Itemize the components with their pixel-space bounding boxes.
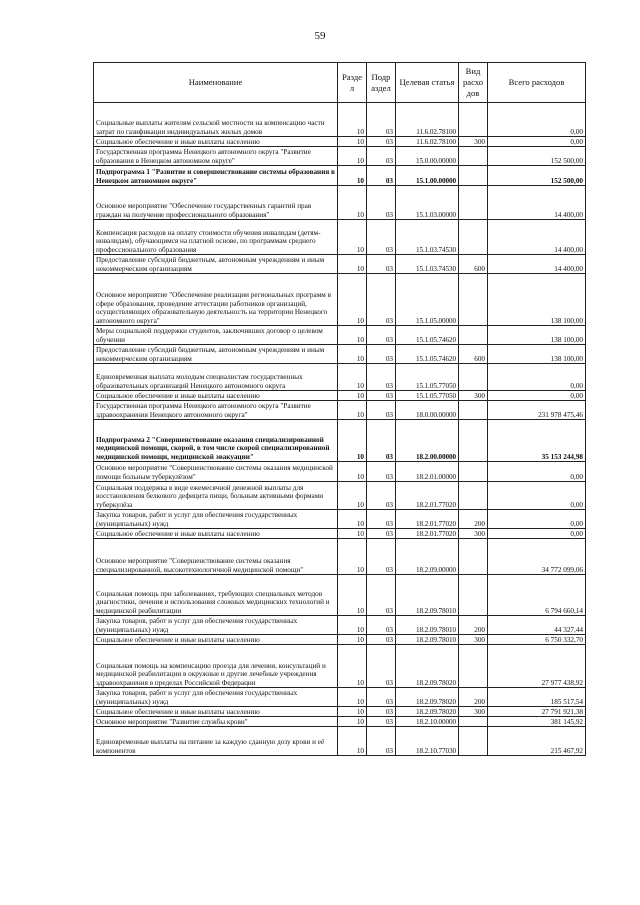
row-podrazdel-cell: 03: [367, 186, 396, 220]
row-vid-cell: [459, 645, 488, 688]
row-podrazdel-cell: 03: [367, 103, 396, 137]
row-name-cell: Социальное обеспечение и иные выплаты населению: [94, 635, 338, 645]
row-razdel-cell: 10: [338, 326, 367, 345]
row-target-cell: 18.2.09.78020: [396, 645, 459, 688]
row-razdel-cell: 10: [338, 137, 367, 147]
row-podrazdel-cell: 03: [367, 364, 396, 391]
row-name-cell: Единовременные выплаты на питание за каждую сданную дозу крови и её компонентов: [94, 727, 338, 756]
row-amount-cell: 185 517,54: [488, 688, 586, 707]
row-vid-cell: 300: [459, 391, 488, 401]
row-amount-cell: 231 978 475,46: [488, 401, 586, 420]
row-razdel-cell: 10: [338, 147, 367, 166]
row-podrazdel-cell: 03: [367, 391, 396, 401]
row-amount-cell: 0,00: [488, 462, 586, 482]
row-amount-cell: 6 794 660,14: [488, 575, 586, 616]
row-target-cell: 18.2.09.78020: [396, 688, 459, 707]
row-podrazdel-cell: 03: [367, 717, 396, 727]
row-amount-cell: 14 400,00: [488, 220, 586, 255]
row-vid-cell: 200: [459, 510, 488, 529]
row-razdel-cell: 10: [338, 364, 367, 391]
row-razdel-cell: 10: [338, 220, 367, 255]
row-name-cell: Меры социальной поддержки студентов, заключивших договор о целевом обучении: [94, 326, 338, 345]
row-amount-cell: 35 153 244,98: [488, 420, 586, 462]
row-podrazdel-cell: 03: [367, 220, 396, 255]
table-row: [94, 345, 586, 364]
row-vid-cell: [459, 364, 488, 391]
row-target-cell: 18.2.09.78010: [396, 575, 459, 616]
row-amount-cell: 138 100,00: [488, 326, 586, 345]
row-target-cell: 18.2.09.00000: [396, 539, 459, 575]
budget-table: [93, 62, 586, 756]
row-amount-cell: 381 145,92: [488, 717, 586, 727]
table-row: [94, 391, 586, 401]
row-name-cell: Социальная помощь на компенсацию проезда для лечения, консультаций и медицинской реабилитации в окружные и другие лечебные учреждения здравоохранения в пределах Российской Федерации: [94, 645, 338, 688]
table-row: [94, 529, 586, 539]
row-name-cell: Социальные выплаты жителям сельской местности на компенсацию части затрат по газификации индивидуальных жилых домов: [94, 103, 338, 137]
table-header-row: [94, 63, 586, 103]
row-amount-cell: 44 327,44: [488, 616, 586, 635]
table-row: [94, 147, 586, 166]
row-amount-cell: 152 500,00: [488, 166, 586, 186]
row-razdel-cell: 10: [338, 727, 367, 756]
row-name-cell: Социальная помощь при заболеваниях, требующих специальных методов диагностики, лечения и использования сложных медицинских технологий и медицинской реабилитации: [94, 575, 338, 616]
row-amount-cell: 27 977 438,92: [488, 645, 586, 688]
table-row: [94, 616, 586, 635]
table-row: [94, 274, 586, 326]
row-podrazdel-cell: 03: [367, 147, 396, 166]
row-target-cell: 18.2.10.77030: [396, 727, 459, 756]
row-amount-cell: 14 400,00: [488, 255, 586, 274]
row-amount-cell: 138 100,00: [488, 345, 586, 364]
row-name-cell: Единовременная выплата молодым специалистам государственных образовательных организаций Ненецкого автономного округа: [94, 364, 338, 391]
row-target-cell: 11.6.02.78100: [396, 137, 459, 147]
row-razdel-cell: 10: [338, 274, 367, 326]
row-name-cell: Компенсация расходов на оплату стоимости обучения инвалидам (детям-инвалидам), обучающимся на платной основе, по программам среднего профессионального образования: [94, 220, 338, 255]
row-name-cell: Закупка товаров, работ и услуг для обеспечения государственных (муниципальных) нужд: [94, 616, 338, 635]
row-razdel-cell: 10: [338, 645, 367, 688]
row-name-cell: Социальная поддержка в виде ежемесячной денежной выплаты для восстановления белкового дефицита пищи, больным активными формами туберкулёза: [94, 482, 338, 510]
row-amount-cell: 0,00: [488, 137, 586, 147]
row-podrazdel-cell: 03: [367, 645, 396, 688]
row-target-cell: 15.1.03.74530: [396, 220, 459, 255]
row-razdel-cell: 10: [338, 707, 367, 717]
row-razdel-cell: 10: [338, 616, 367, 635]
row-name-cell: Предоставление субсидий бюджетным, автономным учреждениям и иным некоммерческим организациям: [94, 345, 338, 364]
row-vid-cell: 600: [459, 345, 488, 364]
row-razdel-cell: 10: [338, 391, 367, 401]
row-razdel-cell: 10: [338, 529, 367, 539]
row-name-cell: Социальное обеспечение и иные выплаты населению: [94, 707, 338, 717]
row-amount-cell: 0,00: [488, 529, 586, 539]
table-row: [94, 364, 586, 391]
row-podrazdel-cell: 03: [367, 462, 396, 482]
row-target-cell: 15.1.05.77050: [396, 391, 459, 401]
row-target-cell: 15.1.05.00000: [396, 274, 459, 326]
row-vid-cell: [459, 482, 488, 510]
row-amount-cell: 152 500,00: [488, 147, 586, 166]
table-row: [94, 482, 586, 510]
table-row: [94, 688, 586, 707]
row-amount-cell: 27 791 921,38: [488, 707, 586, 717]
row-target-cell: 15.1.05.74620: [396, 326, 459, 345]
row-podrazdel-cell: 03: [367, 539, 396, 575]
row-target-cell: 18.2.01.77020: [396, 529, 459, 539]
header-target: Целевая статья: [396, 63, 459, 103]
row-podrazdel-cell: 03: [367, 635, 396, 645]
table-row: [94, 462, 586, 482]
row-podrazdel-cell: 03: [367, 616, 396, 635]
row-razdel-cell: 10: [338, 462, 367, 482]
row-razdel-cell: 10: [338, 482, 367, 510]
row-podrazdel-cell: 03: [367, 166, 396, 186]
row-name-cell: Предоставление субсидий бюджетным, автономным учреждениям и иным некоммерческим организациям: [94, 255, 338, 274]
row-target-cell: 18.2.00.00000: [396, 420, 459, 462]
header-podrazdel: Подр аздел: [367, 63, 396, 103]
row-razdel-cell: 10: [338, 186, 367, 220]
row-razdel-cell: 10: [338, 635, 367, 645]
row-amount-cell: 14 400,00: [488, 186, 586, 220]
row-podrazdel-cell: 03: [367, 575, 396, 616]
row-podrazdel-cell: 03: [367, 482, 396, 510]
header-total: Всего расходов: [488, 63, 586, 103]
row-amount-cell: 138 100,00: [488, 274, 586, 326]
row-podrazdel-cell: 03: [367, 137, 396, 147]
row-name-cell: Подпрограмма 1 "Развитие и совершенствование системы образования в Ненецком автономном округе": [94, 166, 338, 186]
row-target-cell: 18.2.09.78020: [396, 707, 459, 717]
row-vid-cell: 200: [459, 688, 488, 707]
row-razdel-cell: 10: [338, 510, 367, 529]
row-name-cell: Социальное обеспечение и иные выплаты населению: [94, 391, 338, 401]
row-amount-cell: 215 467,92: [488, 727, 586, 756]
row-name-cell: Государственная программа Ненецкого автономного округа "Развитие образования в Ненецком автономном округе": [94, 147, 338, 166]
row-vid-cell: 300: [459, 707, 488, 717]
row-razdel-cell: 10: [338, 420, 367, 462]
table-row: [94, 166, 586, 186]
row-name-cell: Социальное обеспечение и иные выплаты населению: [94, 137, 338, 147]
row-podrazdel-cell: 03: [367, 529, 396, 539]
row-vid-cell: [459, 220, 488, 255]
table-row: [94, 707, 586, 717]
header-razdel: Разде л: [338, 63, 367, 103]
row-target-cell: 15.1.05.77050: [396, 364, 459, 391]
row-target-cell: 18.2.01.77020: [396, 482, 459, 510]
row-amount-cell: 34 772 099,06: [488, 539, 586, 575]
row-target-cell: 18.2.09.78010: [396, 635, 459, 645]
row-podrazdel-cell: 03: [367, 707, 396, 717]
row-razdel-cell: 10: [338, 539, 367, 575]
page-number: 59: [314, 30, 326, 42]
row-name-cell: Закупка товаров, работ и услуг для обеспечения государственных (муниципальных) нужд: [94, 510, 338, 529]
row-name-cell: Основное мероприятие "Обеспечение государственных гарантий прав граждан на получение профессионального образования": [94, 186, 338, 220]
row-vid-cell: [459, 401, 488, 420]
row-target-cell: 15.0.00.00000: [396, 147, 459, 166]
table-row: [94, 420, 586, 462]
row-name-cell: Социальное обеспечение и иные выплаты населению: [94, 529, 338, 539]
row-name-cell: Подпрограмма 2 "Совершенствование оказания специализированной медицинской помощи, скорой, в том числе скорой специализированной медицинской помощи, медицинской эвакуации": [94, 420, 338, 462]
row-amount-cell: 0,00: [488, 482, 586, 510]
row-vid-cell: [459, 575, 488, 616]
table-row: [94, 220, 586, 255]
row-vid-cell: [459, 166, 488, 186]
row-target-cell: 11.6.02.78100: [396, 103, 459, 137]
row-amount-cell: 0,00: [488, 510, 586, 529]
row-name-cell: Закупка товаров, работ и услуг для обеспечения государственных (муниципальных) нужд: [94, 688, 338, 707]
row-vid-cell: [459, 326, 488, 345]
row-amount-cell: 0,00: [488, 391, 586, 401]
table-row: [94, 727, 586, 756]
row-razdel-cell: 10: [338, 255, 367, 274]
row-target-cell: 18.2.10.00000: [396, 717, 459, 727]
row-target-cell: 15.1.00.00000: [396, 166, 459, 186]
row-razdel-cell: 10: [338, 717, 367, 727]
row-vid-cell: [459, 103, 488, 137]
row-vid-cell: [459, 274, 488, 326]
row-razdel-cell: 10: [338, 401, 367, 420]
row-target-cell: 15.1.03.74530: [396, 255, 459, 274]
row-amount-cell: 0,00: [488, 103, 586, 137]
row-vid-cell: [459, 539, 488, 575]
row-name-cell: Государственная программа Ненецкого автономного округа "Развитие здравоохранения Ненецкого автономного округа": [94, 401, 338, 420]
row-vid-cell: 300: [459, 529, 488, 539]
row-vid-cell: [459, 420, 488, 462]
row-target-cell: 18.2.01.00000: [396, 462, 459, 482]
row-podrazdel-cell: 03: [367, 255, 396, 274]
row-vid-cell: [459, 186, 488, 220]
row-vid-cell: 200: [459, 616, 488, 635]
row-target-cell: 15.1.03.00000: [396, 186, 459, 220]
row-vid-cell: [459, 727, 488, 756]
row-amount-cell: 0,00: [488, 364, 586, 391]
table-row: [94, 103, 586, 137]
table-row: [94, 326, 586, 345]
row-podrazdel-cell: 03: [367, 401, 396, 420]
table-row: [94, 401, 586, 420]
row-podrazdel-cell: 03: [367, 345, 396, 364]
table-row: [94, 510, 586, 529]
row-razdel-cell: 10: [338, 103, 367, 137]
header-name: Наименование: [94, 63, 338, 103]
table-row: [94, 137, 586, 147]
row-target-cell: 18.2.01.77020: [396, 510, 459, 529]
row-vid-cell: 300: [459, 137, 488, 147]
row-vid-cell: [459, 717, 488, 727]
row-amount-cell: 6 750 332,70: [488, 635, 586, 645]
row-target-cell: 18.0.00.00000: [396, 401, 459, 420]
table-body: [94, 103, 586, 756]
row-target-cell: 18.2.09.78010: [396, 616, 459, 635]
row-podrazdel-cell: 03: [367, 727, 396, 756]
row-name-cell: Основное мероприятие "Обеспечение реализации региональных программ в сфере образования, проведение аттестации работников организаций, осуществляющих образовательную деятельность на территории Ненецкого автономного округа": [94, 274, 338, 326]
row-name-cell: Основное мероприятие "Развитие службы крови": [94, 717, 338, 727]
row-podrazdel-cell: 03: [367, 420, 396, 462]
row-podrazdel-cell: 03: [367, 510, 396, 529]
row-razdel-cell: 10: [338, 688, 367, 707]
table-row: [94, 575, 586, 616]
row-podrazdel-cell: 03: [367, 274, 396, 326]
row-razdel-cell: 10: [338, 166, 367, 186]
table-row: [94, 186, 586, 220]
row-vid-cell: [459, 147, 488, 166]
row-vid-cell: 600: [459, 255, 488, 274]
row-vid-cell: 300: [459, 635, 488, 645]
table-row: [94, 255, 586, 274]
row-razdel-cell: 10: [338, 345, 367, 364]
row-name-cell: Основное мероприятие "Совершенствование системы оказания медицинской помощи больным туберкулёзом": [94, 462, 338, 482]
row-target-cell: 15.1.05.74620: [396, 345, 459, 364]
table-row: [94, 645, 586, 688]
table-row: [94, 635, 586, 645]
row-podrazdel-cell: 03: [367, 688, 396, 707]
table-row: [94, 539, 586, 575]
table-row: [94, 717, 586, 727]
header-vid: Вид расхо дов: [459, 63, 488, 103]
row-name-cell: Основное мероприятие "Совершенствование системы оказания специализированной, высокотехнологичной медицинской помощи": [94, 539, 338, 575]
row-vid-cell: [459, 462, 488, 482]
row-razdel-cell: 10: [338, 575, 367, 616]
row-podrazdel-cell: 03: [367, 326, 396, 345]
